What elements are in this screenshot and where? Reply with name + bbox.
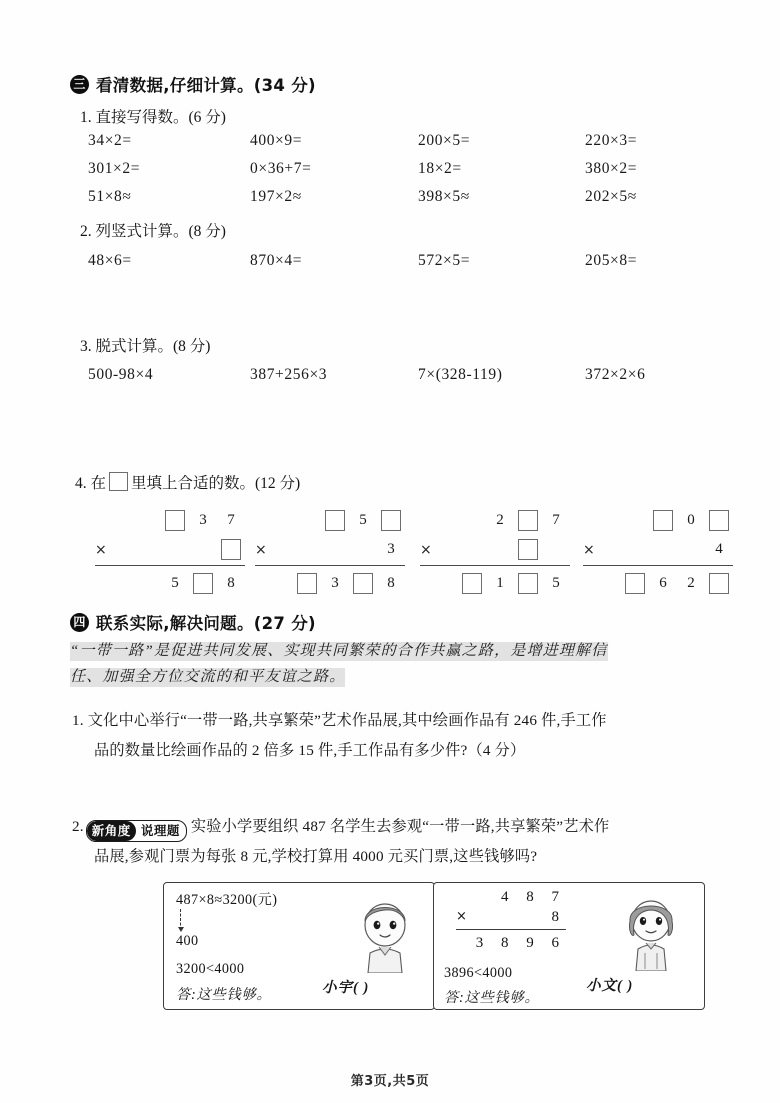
puzzle-cell: 8 bbox=[387, 575, 395, 591]
q3-expr: 7×(328-119) bbox=[418, 366, 503, 383]
puzzle-cell bbox=[705, 571, 733, 597]
question-4-label-after: 里填上合适的数。(12 分) bbox=[131, 475, 301, 492]
q2-expr: 48×6= bbox=[88, 252, 132, 269]
puzzle-top-row bbox=[95, 506, 245, 535]
puzzle-cell bbox=[189, 571, 217, 597]
intro-line-1: “一带一路”是促进共同发展、实现共同繁荣的合作共赢之路，是增进理解信 bbox=[70, 643, 608, 659]
puzzle-multiplier-row bbox=[583, 535, 733, 564]
q3-expr: 500-98×4 bbox=[88, 366, 154, 383]
puzzle-top-row bbox=[255, 506, 405, 535]
intro-line-2: 任、加强全方位交流的和平友谊之路。 bbox=[70, 669, 346, 685]
puzzle-cell: 7 bbox=[227, 512, 235, 528]
arrow-down-icon bbox=[180, 909, 182, 930]
inline-blank-box[interactable] bbox=[109, 472, 128, 491]
question-4-label bbox=[75, 471, 300, 493]
multiply-icon: × bbox=[420, 541, 432, 558]
puzzle-cell bbox=[458, 571, 486, 597]
puzzle-cell bbox=[649, 537, 677, 563]
puzzle-cell bbox=[293, 571, 321, 597]
q1-expr: 0×36+7= bbox=[250, 160, 312, 177]
girl-avatar-icon bbox=[612, 891, 690, 976]
q1-line-2: 品的数量比绘画作品的 2 倍多 15 件,手工作品有多少件?（4 分） bbox=[94, 742, 526, 759]
vertical-result: 3 8 9 6 bbox=[475, 934, 566, 951]
puzzle-cell bbox=[649, 508, 677, 534]
puzzle-cell bbox=[293, 508, 321, 534]
q2-line-1 bbox=[72, 812, 742, 842]
q2-line-2: 品展,参观门票为每张 8 元,学校打算用 4000 元买门票,这些钱够吗? bbox=[94, 848, 538, 865]
question-4-label-before: 4. 在 bbox=[75, 475, 107, 492]
puzzle-product-row bbox=[95, 569, 245, 598]
puzzle-cell: 4 bbox=[715, 541, 723, 557]
puzzle-cell: 3 bbox=[199, 512, 207, 528]
answer-blank[interactable] bbox=[165, 510, 185, 531]
puzzle-cell bbox=[621, 537, 649, 563]
puzzle-cell bbox=[542, 537, 570, 563]
puzzle-cell: 5 bbox=[552, 575, 560, 591]
answer-blank[interactable] bbox=[381, 510, 401, 531]
puzzle-top-row bbox=[420, 506, 570, 535]
vertical-multiplication-puzzle-3 bbox=[420, 506, 570, 598]
puzzle-cell bbox=[189, 537, 217, 563]
section-three-marker: 三 bbox=[70, 75, 89, 94]
q2-text-1: 实验小学要组织 487 名学生去参观“一带一路,共享繁荣”艺术作 bbox=[190, 818, 610, 835]
puzzle-cell: 7 bbox=[552, 512, 560, 528]
answer-blank[interactable] bbox=[193, 573, 213, 594]
puzzle-product-row bbox=[583, 569, 733, 598]
answer-blank[interactable] bbox=[653, 510, 673, 531]
puzzle-cell bbox=[514, 571, 542, 597]
vertical-multiplication-puzzle-4 bbox=[583, 506, 733, 598]
answer-blank[interactable] bbox=[325, 510, 345, 531]
vertical-multiplication-puzzle-2 bbox=[255, 506, 405, 598]
puzzle-cell: 5 bbox=[359, 512, 367, 528]
puzzle-cell bbox=[621, 571, 649, 597]
vertical-multiplier: 8 bbox=[551, 908, 566, 925]
answer-blank[interactable] bbox=[353, 573, 373, 594]
q1-expr: 200×5= bbox=[418, 132, 471, 149]
puzzle-cell bbox=[377, 508, 405, 534]
multiply-icon: × bbox=[456, 909, 467, 924]
q2-number: 2. bbox=[72, 818, 84, 835]
puzzle-cell: 3 bbox=[387, 541, 395, 557]
puzzle-cell bbox=[293, 537, 321, 563]
page-footer: 第3页,共5页 bbox=[350, 1074, 430, 1089]
q1-expr: 398×5≈ bbox=[418, 188, 470, 205]
answer-blank[interactable] bbox=[221, 539, 241, 560]
q1-expr: 400×9= bbox=[250, 132, 303, 149]
answer-blank[interactable] bbox=[625, 573, 645, 594]
puzzle-divider bbox=[420, 565, 570, 566]
answer-blank[interactable] bbox=[462, 573, 482, 594]
puzzle-cell: 2 bbox=[496, 512, 504, 528]
puzzle-cell: 0 bbox=[687, 512, 695, 528]
right-compare: 3896<4000 bbox=[444, 965, 513, 981]
left-answer: 答:这些钱够。 bbox=[176, 987, 272, 1003]
answer-box-right bbox=[433, 882, 705, 1010]
puzzle-multiplier-row bbox=[255, 535, 405, 564]
puzzle-cell bbox=[349, 537, 377, 563]
puzzle-cell bbox=[161, 508, 189, 534]
section-three-title: 看清数据,仔细计算。(34 分) bbox=[96, 76, 316, 95]
puzzle-cell bbox=[677, 537, 705, 563]
q1-line-1: 1. 文化中心举行“一带一路,共享繁荣”艺术作品展,其中绘画作品有 246 件,手工作 bbox=[72, 712, 607, 729]
vertical-divider bbox=[456, 929, 566, 930]
puzzle-cell: 8 bbox=[227, 575, 235, 591]
puzzle-divider bbox=[255, 565, 405, 566]
puzzle-cell bbox=[514, 508, 542, 534]
puzzle-cell bbox=[458, 537, 486, 563]
question-2-label: 2. 列竖式计算。(8 分) bbox=[80, 223, 226, 240]
q1-expr: 380×2= bbox=[585, 160, 638, 177]
q1-expr: 34×2= bbox=[88, 132, 132, 149]
puzzle-top-row bbox=[583, 506, 733, 535]
puzzle-cell: 1 bbox=[496, 575, 504, 591]
answer-box-left bbox=[163, 882, 435, 1010]
left-estimate: 487×8≈3200(元) bbox=[176, 892, 278, 908]
multiply-icon: × bbox=[583, 541, 595, 558]
section-four-marker: 四 bbox=[70, 613, 89, 632]
question-type-badge[interactable] bbox=[86, 820, 187, 842]
puzzle-cell bbox=[486, 537, 514, 563]
q1-expr: 197×2≈ bbox=[250, 188, 302, 205]
q2-expr: 870×4= bbox=[250, 252, 303, 269]
puzzle-cell bbox=[514, 537, 542, 563]
puzzle-cell bbox=[321, 508, 349, 534]
puzzle-multiplier-row bbox=[420, 535, 570, 564]
boy-avatar-icon bbox=[346, 895, 424, 978]
q3-expr: 372×2×6 bbox=[585, 366, 646, 383]
right-student-name: 小文( ) bbox=[586, 978, 634, 994]
puzzle-product-row bbox=[255, 569, 405, 598]
answer-blank[interactable] bbox=[709, 573, 729, 594]
section-four-heading bbox=[70, 610, 316, 634]
puzzle-divider bbox=[583, 565, 733, 566]
vertical-multiplication-puzzle-1 bbox=[95, 506, 245, 598]
right-answer: 答:这些钱够。 bbox=[444, 990, 540, 1006]
question-1-label: 1. 直接写得数。(6 分) bbox=[80, 109, 226, 126]
badge-reasoning: 说理题 bbox=[140, 823, 180, 838]
q1-expr: 18×2= bbox=[418, 160, 462, 177]
q1-expr: 202×5≈ bbox=[585, 188, 637, 205]
puzzle-cell bbox=[705, 508, 733, 534]
puzzle-cell bbox=[621, 508, 649, 534]
puzzle-cell bbox=[217, 537, 245, 563]
q1-expr: 51×8≈ bbox=[88, 188, 132, 205]
puzzle-product-row bbox=[420, 569, 570, 598]
answer-blank[interactable] bbox=[297, 573, 317, 594]
puzzle-cell bbox=[349, 571, 377, 597]
section-four-question-2 bbox=[72, 812, 742, 872]
section-four-title: 联系实际,解决问题。(27 分) bbox=[96, 614, 316, 633]
badge-new-angle: 新角度 bbox=[87, 821, 136, 841]
puzzle-divider bbox=[95, 565, 245, 566]
answer-blank[interactable] bbox=[709, 510, 729, 531]
q3-expr: 387+256×3 bbox=[250, 366, 328, 383]
answer-blank[interactable] bbox=[518, 510, 538, 531]
section-three-heading bbox=[70, 72, 316, 96]
puzzle-multiplier-row bbox=[95, 535, 245, 564]
left-down-value: 400 bbox=[176, 933, 199, 949]
multiply-icon: × bbox=[255, 541, 267, 558]
q1-expr: 301×2= bbox=[88, 160, 141, 177]
right-vertical-calculation bbox=[456, 887, 566, 953]
answer-blank[interactable] bbox=[518, 539, 538, 560]
section-four-question-1 bbox=[72, 706, 732, 766]
puzzle-cell bbox=[321, 537, 349, 563]
q2-expr: 572×5= bbox=[418, 252, 471, 269]
puzzle-cell: 3 bbox=[331, 575, 339, 591]
puzzle-cell bbox=[161, 537, 189, 563]
puzzle-cell: 5 bbox=[171, 575, 179, 591]
multiply-icon: × bbox=[95, 541, 107, 558]
question-3-label: 3. 脱式计算。(8 分) bbox=[80, 338, 211, 355]
puzzle-cell: 6 bbox=[659, 575, 667, 591]
q1-expr: 220×3= bbox=[585, 132, 638, 149]
vertical-top: 4 8 7 bbox=[501, 888, 566, 905]
left-student-name: 小宇( ) bbox=[322, 980, 370, 996]
puzzle-cell bbox=[458, 508, 486, 534]
puzzle-cell: 2 bbox=[687, 575, 695, 591]
q2-expr: 205×8= bbox=[585, 252, 638, 269]
left-compare: 3200<4000 bbox=[176, 961, 245, 977]
intro-paragraph bbox=[70, 638, 730, 690]
answer-blank[interactable] bbox=[518, 573, 538, 594]
